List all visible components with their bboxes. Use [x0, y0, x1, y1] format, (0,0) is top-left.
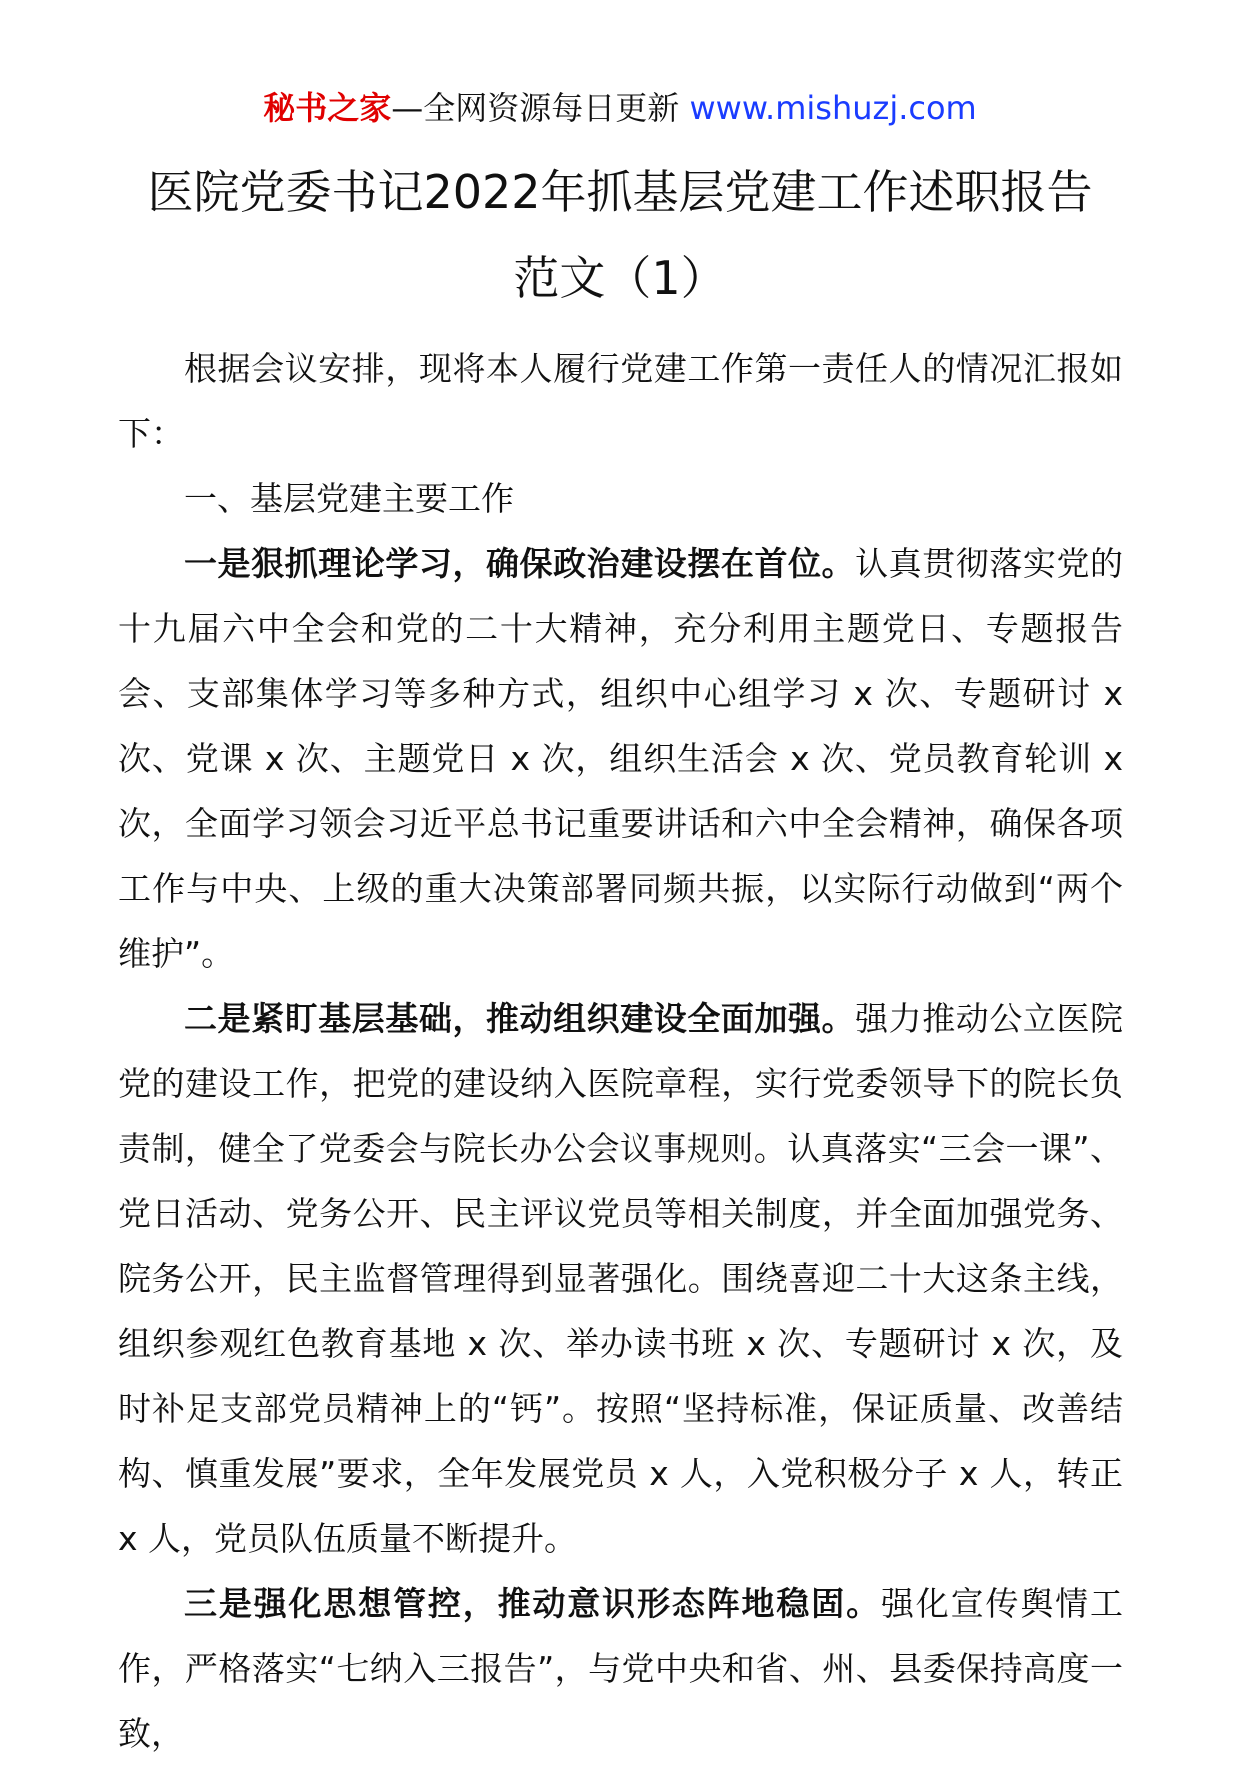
paragraph-3	[118, 1571, 1123, 1766]
paragraph-2-text: 强力推动公立医院党的建设工作，把党的建设纳入医院章程，实行党委领导下的院长负责制，健全了党委会与院长办公会议事规则。认真落实“三会一课”、党日活动、党务公开、民主评议党员等相关制度，并全面加强党务、院务公开，民主监督管理得到显著强化。围绕喜迎二十大这条主线，组织参观红色教育基地 x 次、举办读书班 x 次、专题研讨 x 次，及时补足支部党员精神上的“钙”。按照“坚持标准，保证质量、改善结构、慎重发展”要求，全年发展党员 x 人，入党积极分子 x 人，转正 x 人，党员队伍质量不断提升。	[118, 999, 1124, 1558]
site-watermark	[0, 86, 1240, 130]
paragraph-3-text: 强化宣传舆情工作，严格落实“七纳入三报告”，与党中央和省、州、县委保持高度一致，	[118, 1584, 1124, 1753]
paragraph-1-lead: 一是狠抓理论学习，确保政治建设摆在首位。	[184, 544, 856, 583]
intro-paragraph: 根据会议安排，现将本人履行党建工作第一责任人的情况汇报如下：	[118, 349, 1123, 453]
watermark-slogan: —全网资源每日更新	[391, 89, 690, 127]
watermark-brand: 秘书之家	[263, 89, 392, 127]
document-title-line-2: 范文（1）	[513, 251, 727, 305]
paragraph-1-text: 认真贯彻落实党的十九届六中全会和党的二十大精神，充分利用主题党日、专题报告会、支部集体学习等多种方式，组织中心组学习 x 次、专题研讨 x 次、党课 x 次、主题党日 x 次，组织生活会 x 次、党员教育轮训 x 次，全面学习领会习近平总书记重要讲话和六中全会精神，确保各项工作与中央、上级的重大决策部署同频共振，以实际行动做到“两个维护”。	[118, 544, 1124, 973]
section-heading: 一、基层党建主要工作	[184, 479, 514, 518]
paragraph-3-lead: 三是强化思想管控，推动意识形态阵地稳固。	[184, 1584, 881, 1623]
paragraph-2-lead: 二是紧盯基层基础，推动组织建设全面加强。	[184, 999, 856, 1038]
paragraph-1	[118, 531, 1123, 986]
paragraph-2	[118, 986, 1123, 1571]
document-body	[118, 336, 1123, 1766]
document-title-line-1: 医院党委书记2022年抓基层党建工作述职报告	[147, 165, 1093, 219]
watermark-url[interactable]: www.mishuzj.com	[689, 89, 977, 127]
